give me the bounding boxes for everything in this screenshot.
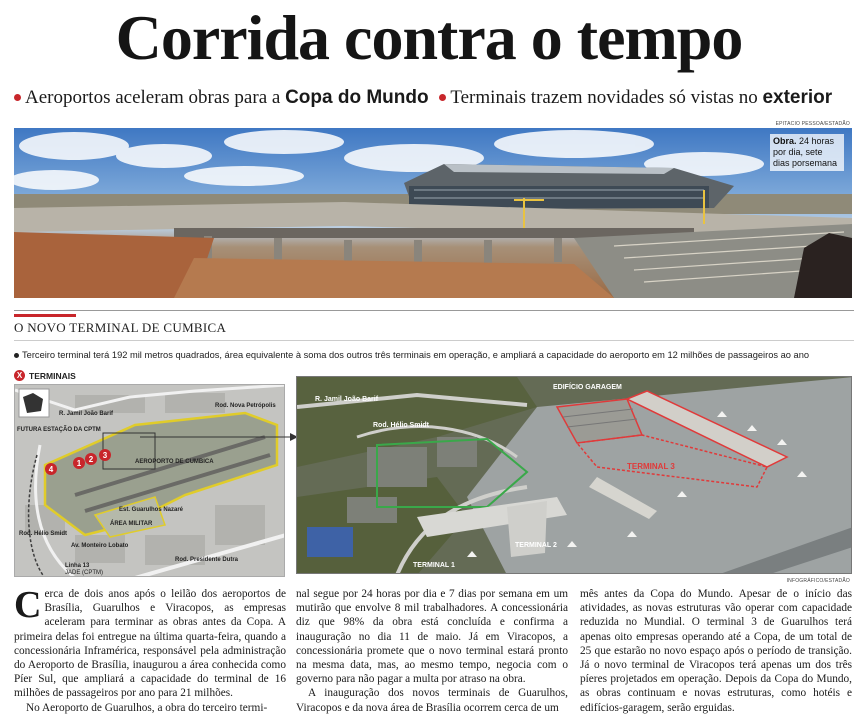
airport-photo	[14, 128, 852, 298]
article-col1-text: erca de dois anos após o leilão dos aeroportos de Brasília, Guarulhos e Viracopos, as empresas aceleram para terminar as obras antes da Copa. A primeira delas foi entregue na última quarta-feira, quando a concessionária Inframérica, responsável pela administração do Aeroporto de Brasília, inaugurou a área conhecida como Píer Sul, que ampliará a capacidade do terminal de 16 milhões de passageiros por ano para 21 milhões.	[14, 588, 286, 700]
bullet-dot	[14, 353, 19, 358]
deck-part1-bold: Copa do Mundo	[285, 87, 429, 108]
map-label-area-militar: ÁREA MILITAR	[110, 521, 153, 527]
aerial-label-helio: Rod. Hélio Smidt	[373, 422, 429, 429]
locator-map	[14, 384, 285, 577]
aerial-label-garagem: EDIFÍCIO GARAGEM	[553, 384, 622, 391]
aerial-label-jamil: R. Jamil João Barif	[315, 396, 379, 403]
photo-caption	[770, 134, 844, 171]
article-col1b-text: No Aeroporto de Guarulhos, a obra do terceiro termi-	[26, 701, 268, 714]
article-col2-text: nal segue por 24 horas por dia e 7 dias por semana em um mutirão que envolve 8 mil trabalhadores. A concessionária diz que 98% da obra está concluída e confirma a inauguração no dia 11 de maio. Já em Viracopos, a concessionária promete que o novo terminal estará pronto na mesma data, mas, ao mesmo tempo, negocia com o governo para não pagar a multa por atraso na obra.	[296, 588, 568, 686]
aerial-render	[296, 376, 852, 574]
bullet-dot	[14, 94, 21, 101]
terminal-1-marker: 1	[76, 459, 82, 468]
divider	[14, 340, 854, 341]
headline: Corrida contra o tempo	[115, 2, 743, 73]
map-label-dutra: Rod. Presidente Dutra	[175, 557, 239, 563]
section-title: O NOVO TERMINAL DE CUMBICA	[14, 320, 227, 335]
terminals-legend	[14, 370, 76, 381]
photo-caption-text: 24 horas por dia, sete dias porsemana	[773, 136, 838, 168]
map-label-helio: Rod. Hélio Smidt	[19, 531, 67, 537]
terminal-4-marker: 4	[48, 465, 54, 474]
divider	[14, 310, 854, 311]
bullet-dot	[439, 94, 446, 101]
dropcap: C	[14, 584, 42, 626]
map-label-aeroporto: AEROPORTO DE CUMBICA	[135, 459, 214, 465]
terminal-3-marker: 3	[102, 451, 108, 460]
aerial-label-terminal-2: TERMINAL 2	[515, 542, 557, 549]
article-col3-text: mês antes da Copa do Mundo. Apesar de o início das atividades, as novas estruturas vão operar com capacidade reduzida no Mundial. O terminal 3 de Guarulhos terá apenas oito empresas operando até a Copa, de um total de 25 que estarão no novo espaço após o período de transição. Já o novo terminal de Viracopos terá apenas um dos três píeres projetados em operação. Depois da Copa do Mundo, as obras continuam e novas estruturas, como hotéis e edifícios-garagem, serão erguidas.	[580, 588, 852, 714]
map-label-nova: Rod. Nova Petrópolis	[215, 403, 276, 409]
deck-part1: Aeroportos aceleram obras para a	[25, 87, 281, 108]
infographic-credit: INFOGRÁFICO/ESTADÃO	[786, 578, 850, 584]
summary-text: Terceiro terminal terá 192 mil metros quadrados, área equivalente à soma dos outros três terminais em operação, e ampliará a capacidade do aeroporto em 12 milhões de passageiros ao ano	[22, 350, 810, 360]
map-label-futura: FUTURA ESTAÇÃO DA CPTM	[17, 427, 101, 433]
map-label-guarulhos: Est. Guarulhos Nazaré	[119, 507, 184, 513]
zoom-connector-arrow	[140, 432, 298, 442]
legend-label: TERMINAIS	[29, 370, 76, 381]
aerial-label-terminal-3: TERMINAL 3	[627, 462, 675, 471]
article-column-3	[580, 587, 852, 715]
article-col2b-text: A inauguração dos novos terminais de Guarulhos, Viracopos e da nova área de Brasília ocorrem cerca de um	[296, 687, 568, 714]
deck	[14, 86, 854, 110]
aerial-render-svg	[297, 377, 852, 574]
map-label-jamil: R. Jamil João Barif	[59, 411, 114, 417]
airport-photo-illustration	[14, 128, 852, 298]
terminal-2-marker: 2	[88, 455, 94, 464]
photo-credit: EPITACIO PESSOA/ESTADÃO	[775, 121, 850, 127]
photo-caption-bold: Obra.	[773, 136, 797, 146]
section-summary	[14, 350, 854, 360]
article-column-2	[296, 587, 568, 715]
deck-part2: Terminais trazem novidades só vistas no	[450, 87, 758, 108]
section-accent-bar	[14, 314, 76, 317]
aerial-label-terminal-1: TERMINAL 1	[413, 562, 455, 569]
locator-map-svg	[15, 385, 285, 577]
map-label-linha: Linha 13	[65, 563, 90, 569]
map-label-linha-sub: JADE (CPTM)	[65, 570, 103, 576]
map-label-monteiro: Av. Monteiro Lobato	[71, 543, 129, 549]
terminals-x-icon: X	[14, 370, 25, 381]
article-column-1	[14, 584, 286, 715]
deck-part2-bold: exterior	[762, 87, 833, 108]
